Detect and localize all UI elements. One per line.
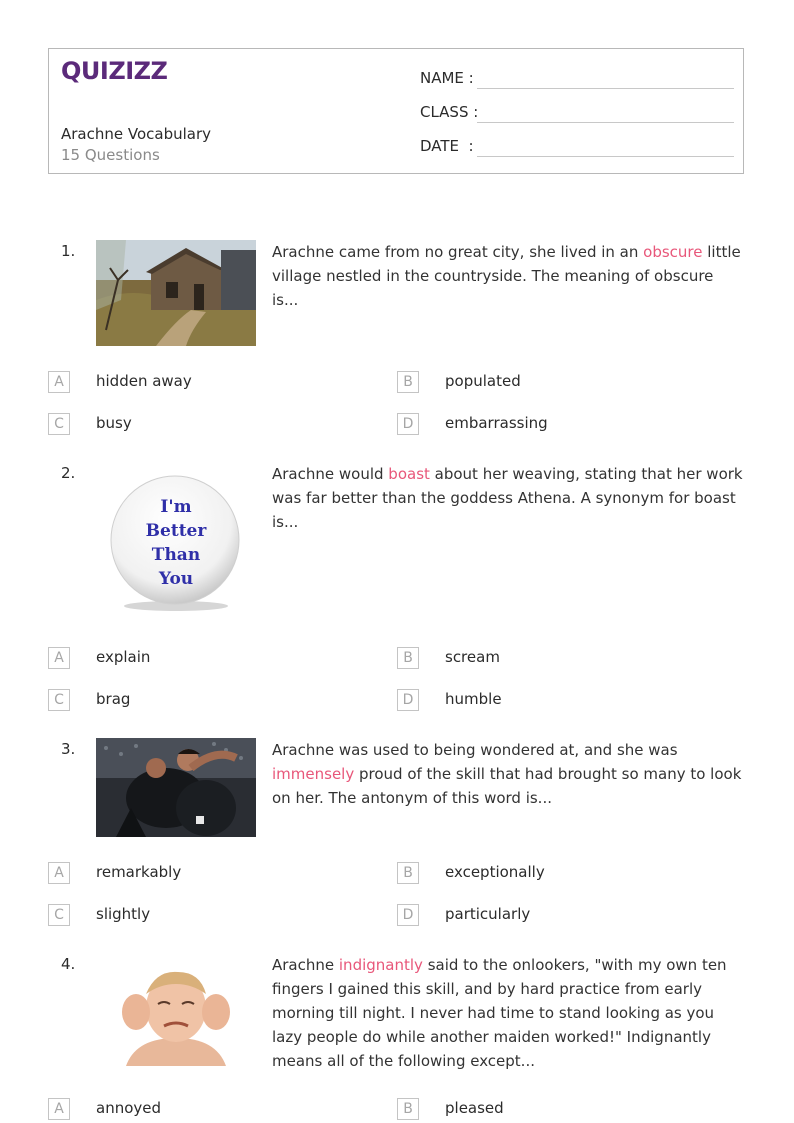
button-text-line-2: Better — [145, 521, 207, 541]
better-than-you-button-image — [96, 472, 256, 612]
option-text: brag — [96, 690, 131, 708]
option-text: particularly — [445, 905, 531, 923]
option-letter: D — [397, 689, 419, 711]
name-label: NAME : — [420, 69, 474, 87]
worksheet-header — [48, 48, 744, 174]
option-text: busy — [96, 414, 132, 432]
soccer-celebration-image — [96, 738, 256, 837]
question-text: Arachne came from no great city, she lived in an obscure little village nestled in the countryside. The meaning of obscure is... — [272, 243, 741, 309]
vocabulary-word: boast — [388, 465, 430, 483]
date-field[interactable] — [420, 137, 734, 161]
option-letter: C — [48, 689, 70, 711]
option-text: exceptionally — [445, 863, 545, 881]
question-number: 1. — [61, 242, 76, 260]
option-text: annoyed — [96, 1099, 162, 1117]
class-line[interactable] — [477, 122, 734, 123]
option-text: pleased — [445, 1099, 504, 1117]
button-text-line-3: Than — [151, 545, 201, 565]
option-letter: D — [397, 904, 419, 926]
name-line[interactable] — [477, 88, 734, 89]
option-letter: C — [48, 904, 70, 926]
option-text: populated — [445, 372, 521, 390]
vocabulary-word: obscure — [643, 243, 703, 261]
option-letter: D — [397, 413, 419, 435]
vocabulary-word: indignantly — [338, 956, 423, 974]
option-text: slightly — [96, 905, 151, 923]
date-line[interactable] — [477, 156, 734, 157]
question-number: 3. — [61, 740, 76, 758]
vocabulary-word: immensely — [272, 765, 355, 783]
option-text: remarkably — [96, 863, 182, 881]
button-text-line-4: You — [158, 569, 194, 589]
class-label: CLASS : — [420, 103, 479, 121]
date-label: DATE : — [420, 137, 474, 155]
question-number: 4. — [61, 955, 76, 973]
option-letter: C — [48, 413, 70, 435]
quizizz-logo: QUIZIZZ — [61, 57, 168, 85]
question-count: 15 Questions — [61, 146, 160, 164]
option-letter: A — [48, 371, 70, 393]
button-text-line-1: I'm — [160, 497, 192, 517]
option-text: hidden away — [96, 372, 192, 390]
option-letter: A — [48, 647, 70, 669]
question-number: 2. — [61, 464, 76, 482]
angry-child-image — [96, 960, 256, 1066]
option-text: embarrassing — [445, 414, 548, 432]
option-letter: B — [397, 862, 419, 884]
option-letter: B — [397, 371, 419, 393]
option-letter: B — [397, 647, 419, 669]
question-text: Arachne indignantly said to the onlookers, "with my own ten fingers I gained this skill, and by hard practice from early morning till night. I never had time to stand looking as you lazy people do while another maiden worked!" Indignantly means all of the following except... — [272, 956, 727, 1070]
option-letter: B — [397, 1098, 419, 1120]
worksheet-title: Arachne Vocabulary — [61, 125, 212, 143]
option-text: explain — [96, 648, 151, 666]
class-field[interactable] — [420, 103, 734, 127]
question-text: Arachne was used to being wondered at, and she was immensely proud of the skill that had brought so many to look on her. The antonym of this word is... — [272, 741, 742, 807]
option-letter: A — [48, 1098, 70, 1120]
question-text: Arachne would boast about her weaving, stating that her work was far better than the goddess Athena. A synonym for boast is... — [272, 465, 743, 531]
stone-cottage-image — [96, 240, 256, 346]
name-field[interactable] — [420, 69, 734, 93]
option-letter: A — [48, 862, 70, 884]
option-text: humble — [445, 690, 502, 708]
option-text: scream — [445, 648, 500, 666]
